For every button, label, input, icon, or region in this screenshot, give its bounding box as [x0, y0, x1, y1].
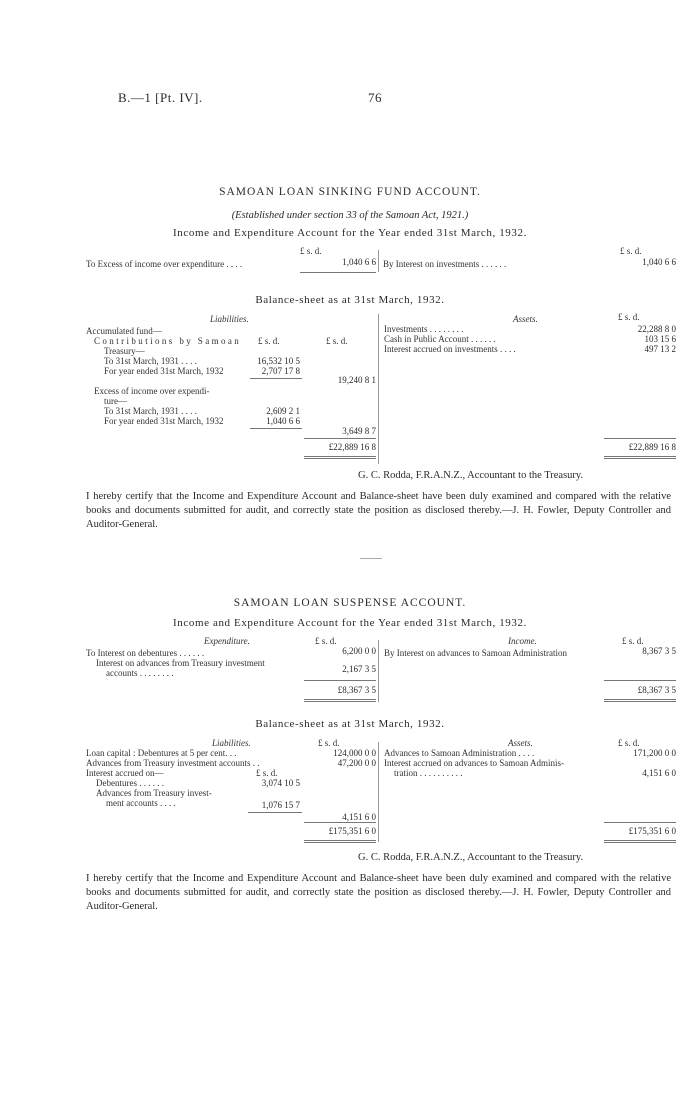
- section2-title: SAMOAN LOAN SUSPENSE ACCOUNT.: [233, 597, 467, 609]
- s1-asset-rule: [604, 438, 676, 439]
- s2-inc-rule: [604, 680, 676, 681]
- s2-exp-rule: [304, 680, 376, 681]
- s1-asset-currency: £ s. d.: [618, 312, 640, 322]
- s2-certificate: I hereby certify that the Income and Expenditure Account and Balance-sheet have been duly examined and compared with the relative books and documents submitted for audit, and correctly state the position as disclosed thereby.—J. H. Fowler, Deputy Controller and Auditor-General.: [86, 873, 671, 912]
- s2-asset-line-2: tration . . . . . . . . . .: [394, 768, 463, 778]
- s1-assets-label: Assets.: [513, 314, 538, 324]
- s2-liab-subamount-3: 3,074 10 5: [261, 778, 300, 788]
- s2-exp-double-rule: [304, 699, 376, 702]
- s1-ie-left-rule: [300, 272, 376, 273]
- s1-ie-right-amount: 1,040 6 6: [642, 257, 676, 267]
- s1-liab-rule: [304, 438, 376, 439]
- s1-liabilities-label: Liabilities.: [210, 314, 249, 324]
- s1-liab-subcurrency: £ s. d.: [258, 336, 280, 346]
- s2-liab-amount-1: 47,200 0 0: [337, 758, 376, 768]
- page-number: 76: [368, 90, 382, 105]
- s2-asset-amount-0: 171,200 0 0: [633, 748, 676, 758]
- s2-inc-amount-0: 8,367 3 5: [642, 646, 676, 656]
- s1-liab-line-9: For year ended 31st March, 1932: [104, 416, 224, 426]
- s1-asset-line-1: Cash in Public Account . . . . . .: [384, 334, 496, 344]
- s1-ie-left-currency: £ s. d.: [300, 246, 322, 256]
- s2-exp-amount-0: 6,200 0 0: [342, 646, 376, 656]
- s2-liab-line-0: Loan capital : Debentures at 5 per cent. . .: [86, 748, 237, 758]
- section-separator: [360, 558, 382, 559]
- s1-ie-left-amount: 1,040 6 6: [342, 257, 376, 267]
- s1-liab-double-rule: [304, 456, 376, 459]
- s2-liab-line-2: Interest accrued on—: [86, 768, 164, 778]
- s2-inc-total: £8,367 3 5: [637, 685, 676, 695]
- s2-liab-line-1: Advances from Treasury investment accounts . .: [86, 758, 260, 768]
- s1-liab-amount-3: 16,532 10 5: [257, 356, 300, 366]
- s1-signature: G. C. Rodda, F.R.A.N.Z., Accountant to the Treasury.: [358, 470, 584, 481]
- s2-asset-line-1: Interest accrued on advances to Samoan Adminis-: [384, 758, 564, 768]
- s2-liab-rule: [304, 822, 376, 823]
- s1-liab-line-3: To 31st March, 1931 . . . .: [104, 356, 197, 366]
- s2-bs-heading: Balance-sheet as at 31st March, 1932.: [255, 718, 445, 730]
- s1-bs-divider: [378, 314, 379, 464]
- section1-title: SAMOAN LOAN SINKING FUND ACCOUNT.: [219, 186, 481, 198]
- s2-asset-line-0: Advances to Samoan Administration . . . .: [384, 748, 535, 758]
- s1-liabilities-total: £22,889 16 8: [328, 442, 376, 452]
- s2-liab-double-rule: [304, 840, 376, 843]
- s2-exp-currency: £ s. d.: [315, 636, 337, 646]
- page-reference: B.—1 [Pt. IV].: [118, 90, 203, 105]
- s1-asset-double-rule: [604, 456, 676, 459]
- s2-liab-subrule: [248, 812, 302, 813]
- s1-liab-line-6: Excess of income over expendi-: [94, 386, 210, 396]
- s1-asset-amount-0: 22,288 8 0: [637, 324, 676, 334]
- s1-ie-left-line: To Excess of income over expenditure . . . .: [86, 259, 243, 269]
- s2-asset-double-rule: [604, 840, 676, 843]
- s1-liab-line-2: Treasury—: [104, 346, 145, 356]
- s2-ie-divider: [378, 640, 379, 702]
- s2-assets-total: £175,351 6 0: [628, 826, 676, 836]
- s2-asset-amount-2: 4,151 6 0: [642, 768, 676, 778]
- s1-asset-amount-2: 497 13 2: [644, 344, 676, 354]
- s1-liab-line-8: To 31st March, 1931 . . . .: [104, 406, 197, 416]
- s2-liab-amount-6: 4,151 6 0: [342, 812, 376, 822]
- s1-liab-subrule-2: [250, 428, 302, 429]
- s2-bs-currency-b: £ s. d.: [618, 738, 640, 748]
- s2-liabilities-total: £175,351 6 0: [328, 826, 376, 836]
- s1-ie-divider: [378, 250, 379, 272]
- s2-liab-subamount-5: 1,076 15 7: [261, 800, 300, 810]
- s1-liab-amount-9: 1,040 6 6: [266, 416, 300, 426]
- s1-liab-line-7: ture—: [104, 396, 127, 406]
- s1-liab-amount-4: 2,707 17 8: [261, 366, 300, 376]
- s2-inc-currency: £ s. d.: [622, 636, 644, 646]
- section1-established: (Established under section 33 of the Samoan Act, 1921.): [231, 210, 469, 221]
- s1-certificate: I hereby certify that the Income and Expenditure Account and Balance-sheet have been duly examined and compared with the relative books and documents submitted for audit, and correctly state the position as disclosed thereby.—J. H. Fowler, Deputy Controller and Auditor-General.: [86, 491, 671, 530]
- s1-ie-right-line: By Interest on investments . . . . . .: [383, 259, 507, 269]
- s1-liab-line-4: For year ended 31st March, 1932: [104, 366, 224, 376]
- s1-liab-amount-8: 2,609 2 1: [266, 406, 300, 416]
- s1-assets-total: £22,889 16 8: [628, 442, 676, 452]
- s1-asset-line-0: Investments . . . . . . . .: [384, 324, 464, 334]
- s2-inc-double-rule: [604, 699, 676, 702]
- s2-exp-total: £8,367 3 5: [337, 685, 376, 695]
- s1-liab-line-0: Accumulated fund—: [86, 326, 162, 336]
- s2-exp-amount-2: 2,167 3 5: [342, 664, 376, 674]
- s2-liab-subcurrency: £ s. d.: [256, 768, 278, 778]
- section2-ie-heading: Income and Expenditure Account for the Year ended 31st March, 1932.: [173, 617, 527, 629]
- s1-asset-line-2: Interest accrued on investments . . . .: [384, 344, 516, 354]
- s2-exp-line-2: accounts . . . . . . . .: [106, 668, 174, 678]
- s2-asset-rule: [604, 822, 676, 823]
- s2-assets-label: Assets.: [508, 738, 533, 748]
- section1-ie-heading: Income and Expenditure Account for the Year ended 31st March, 1932.: [173, 227, 527, 239]
- s1-liab-line-1: Contributions by Samoan: [94, 336, 242, 346]
- s1-liab-total-5: 19,240 8 1: [337, 375, 376, 385]
- s2-expenditure-label: Expenditure.: [204, 636, 250, 646]
- s1-liab-subrule-1: [250, 378, 302, 379]
- s1-ie-right-currency: £ s. d.: [620, 246, 642, 256]
- s2-income-label: Income.: [508, 636, 537, 646]
- s2-inc-line-0: By Interest on advances to Samoan Administration: [384, 648, 567, 658]
- s2-bs-divider: [378, 742, 379, 842]
- s2-liab-line-3: Debentures . . . . . .: [96, 778, 164, 788]
- s1-liab-currency: £ s. d.: [326, 336, 348, 346]
- s1-bs-heading: Balance-sheet as at 31st March, 1932.: [255, 294, 445, 306]
- s2-signature: G. C. Rodda, F.R.A.N.Z., Accountant to the Treasury.: [358, 852, 584, 863]
- s2-exp-line-1: Interest on advances from Treasury investment: [96, 658, 265, 668]
- s2-exp-line-0: To Interest on debentures . . . . . .: [86, 648, 205, 658]
- s2-liab-line-5: ment accounts . . . .: [106, 798, 176, 808]
- s2-liab-amount-0: 124,000 0 0: [333, 748, 376, 758]
- s1-asset-amount-1: 103 15 6: [644, 334, 676, 344]
- s2-liab-line-4: Advances from Treasury invest-: [96, 788, 212, 798]
- s2-bs-currency: £ s. d.: [318, 738, 340, 748]
- s2-liabilities-label: Liabilities.: [212, 738, 251, 748]
- s1-liab-total-10: 3,649 8 7: [342, 426, 376, 436]
